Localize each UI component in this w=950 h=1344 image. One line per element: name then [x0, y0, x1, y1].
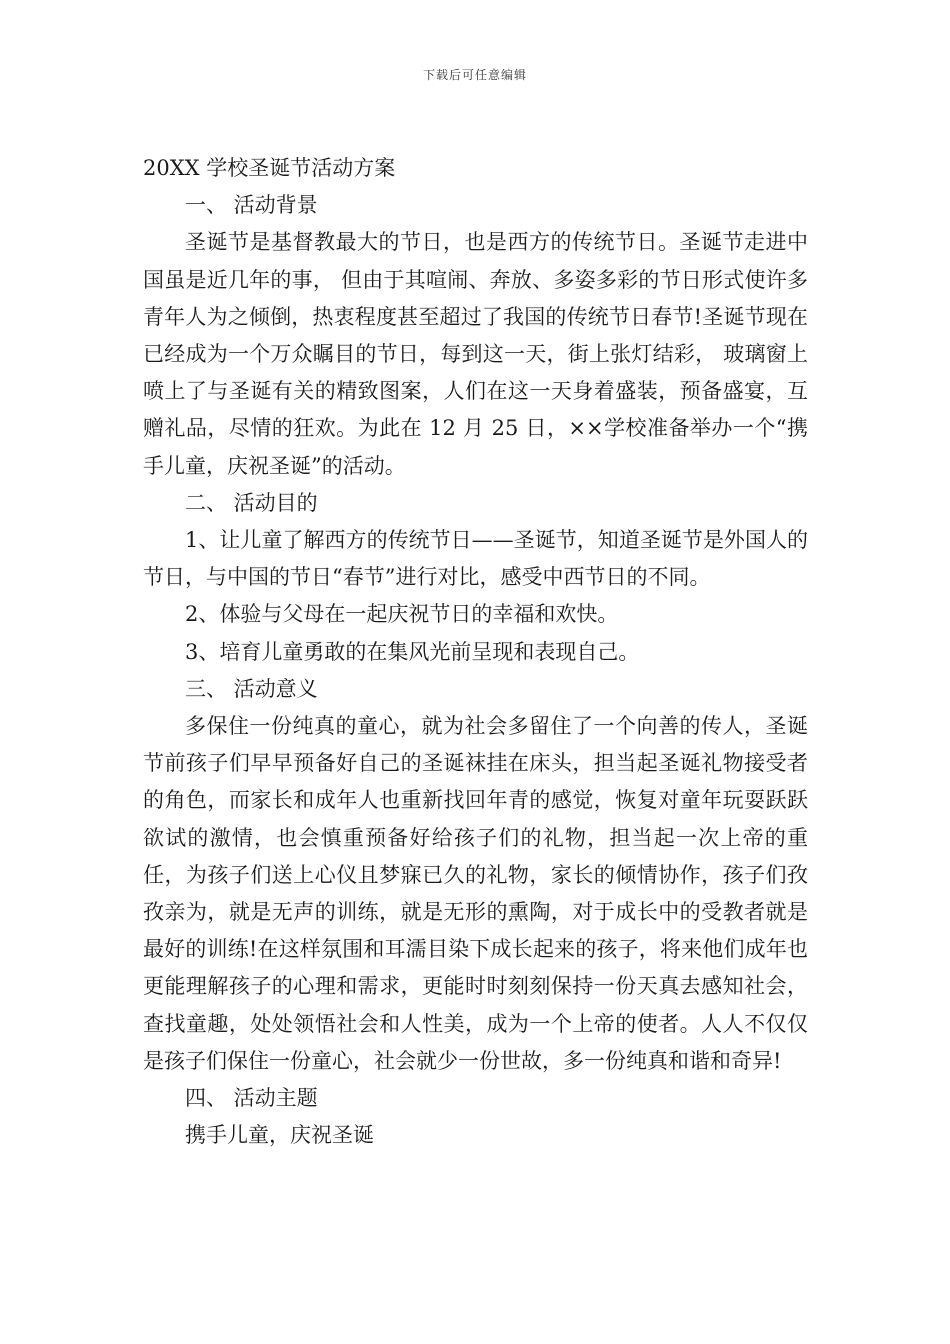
- document-title: 20XX 学校圣诞节活动方案: [143, 156, 396, 180]
- document-body: [143, 150, 808, 1154]
- header-note: 下载后可任意编辑: [422, 68, 527, 82]
- section-body-theme: 携手儿童，庆祝圣诞: [185, 1123, 374, 1148]
- section-heading-significance: 三、 活动意义: [185, 676, 318, 701]
- section-heading-background: 一、 活动背景: [185, 193, 318, 218]
- section-heading-theme: 四、 活动主题: [185, 1086, 318, 1111]
- section-heading-purpose: 二、 活动目的: [185, 490, 318, 515]
- purpose-item: 2、体验与父母在一起庆祝节日的幸福和欢快。: [185, 602, 619, 627]
- purpose-item: 1、让儿童了解西方的传统节日——圣诞节，知道圣诞节是外国人的节日，与中国的节日“春节”进行对比，感受中西节日的不同。: [143, 528, 808, 590]
- section-body-significance: 多保住一份纯真的童心，就为社会多留住了一个向善的传人，圣诞节前孩子们早早预备好自己的圣诞袜挂在床头，担当起圣诞礼物接受者的角色，而家长和成年人也重新找回年青的感觉，恢复对童年玩耍跃跃欲试的激情，也会慎重预备好给孩子们的礼物，担当起一次上帝的重任，为孩子们送上心仪且梦寐已久的礼物，家长的倾情协作，孩子们孜孜亲为，就是无声的训练，就是无形的熏陶，对于成长中的受教者就是最好的训练!在这样氛围和耳濡目染下成长起来的孩子，将来他们成年也更能理解孩子的心理和需求，更能时时刻刻保持一份天真去感知社会，查找童趣，处处领悟社会和人性美，成为一个上帝的使者。人人不仅仅是孩子们保住一份童心，社会就少一份世故，多一份纯真和谐和奇异!: [143, 714, 808, 1073]
- section-body-background: 圣诞节是基督教最大的节日，也是西方的传统节日。圣诞节走进中国虽是近几年的事， 但由于其喧闹、奔放、多姿多彩的节日形式使许多青年人为之倾倒，热衷程度甚至超过了我国的传统节日春节!圣诞节现在已经成为一个万众瞩目的节日，每到这一天，街上张灯结彩， 玻璃窗上喷上了与圣诞有关的精致图案，人们在这一天身着盛装，预备盛宴，互赠礼品，尽情的狂欢。为此在 12 月 25 日，××学校准备举办一个“携手儿童，庆祝圣诞”的活动。: [143, 230, 808, 478]
- purpose-item: 3、培育儿童勇敢的在集风光前呈现和表现自己。: [185, 639, 640, 664]
